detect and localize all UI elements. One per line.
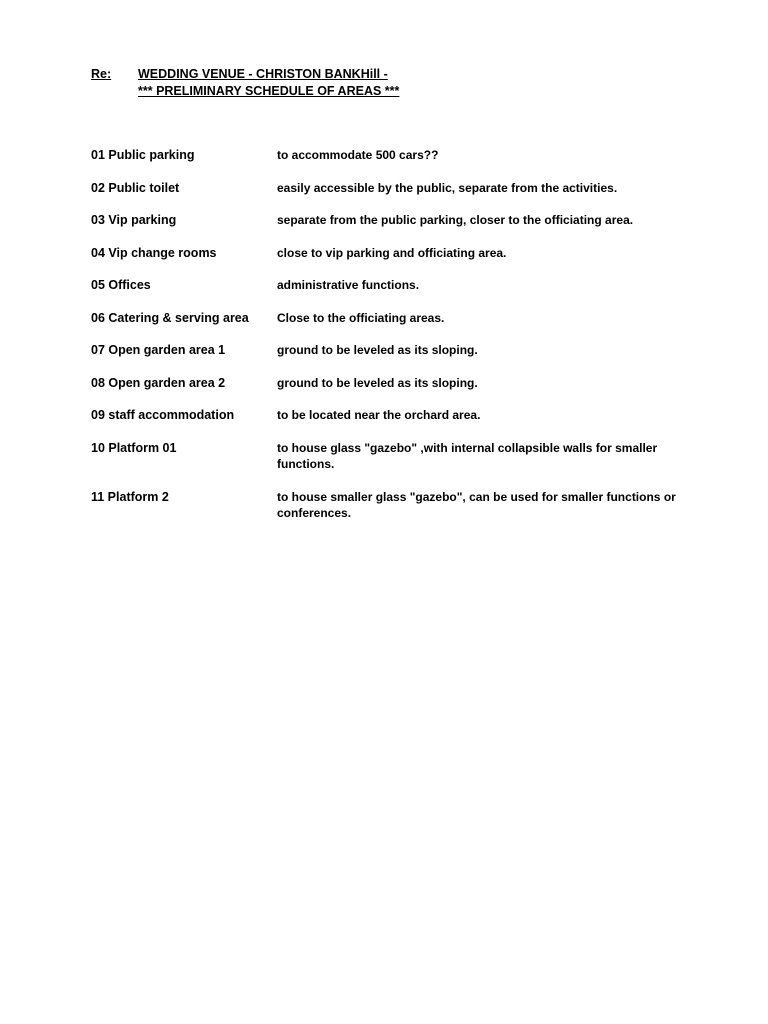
area-description: ground to be leveled as its sloping.: [277, 343, 478, 357]
header-row-1: [91, 66, 399, 83]
document-subtitle: *** PRELIMINARY SCHEDULE OF AREAS ***: [138, 84, 400, 98]
schedule-row: [91, 147, 691, 164]
schedule-row: [91, 440, 691, 473]
schedule-row: [91, 180, 691, 197]
schedule-row: [91, 310, 691, 327]
area-description: to be located near the orchard area.: [277, 408, 481, 422]
schedule-row: [91, 342, 691, 359]
area-name: 09 staff accommodation: [91, 408, 235, 422]
area-name: 01 Public parking: [91, 148, 195, 162]
area-description: to accommodate 500 cars??: [277, 148, 439, 162]
area-description: Close to the officiating areas.: [277, 310, 445, 325]
area-name: 02 Public toilet: [91, 180, 180, 195]
area-name: 05 Offices: [91, 278, 151, 292]
schedule-of-areas: [91, 147, 691, 538]
schedule-row: [91, 489, 691, 522]
area-name: 04 Vip change rooms: [91, 245, 217, 260]
area-description: to house smaller glass "gazebo", can be used for smaller functions or conferences.: [277, 489, 676, 520]
area-name: 11 Platform 2: [91, 489, 169, 504]
schedule-row: [91, 375, 691, 392]
schedule-row: [91, 277, 691, 294]
schedule-row: [91, 407, 691, 424]
document-header: [91, 66, 399, 100]
area-description: close to vip parking and officiating area.: [277, 245, 507, 260]
area-description: easily accessible by the public, separate from the activities.: [277, 180, 618, 195]
header-row-2: [91, 83, 399, 100]
area-name: 08 Open garden area 2: [91, 375, 226, 390]
header-indent: [91, 83, 138, 100]
schedule-row: [91, 245, 691, 262]
area-description: separate from the public parking, closer to the officiating area.: [277, 213, 634, 227]
re-label: Re:: [91, 67, 112, 81]
schedule-row: [91, 212, 691, 229]
area-name: 06 Catering & serving area: [91, 310, 249, 325]
area-description: administrative functions.: [277, 278, 420, 292]
document-title: WEDDING VENUE - CHRISTON BANKHill -: [138, 67, 388, 81]
area-description: to house glass "gazebo" ,with internal collapsible walls for smaller functions.: [277, 440, 658, 471]
area-name: 10 Platform 01: [91, 440, 177, 455]
area-name: 03 Vip parking: [91, 213, 177, 227]
area-name: 07 Open garden area 1: [91, 343, 226, 357]
area-description: ground to be leveled as its sloping.: [277, 375, 478, 390]
